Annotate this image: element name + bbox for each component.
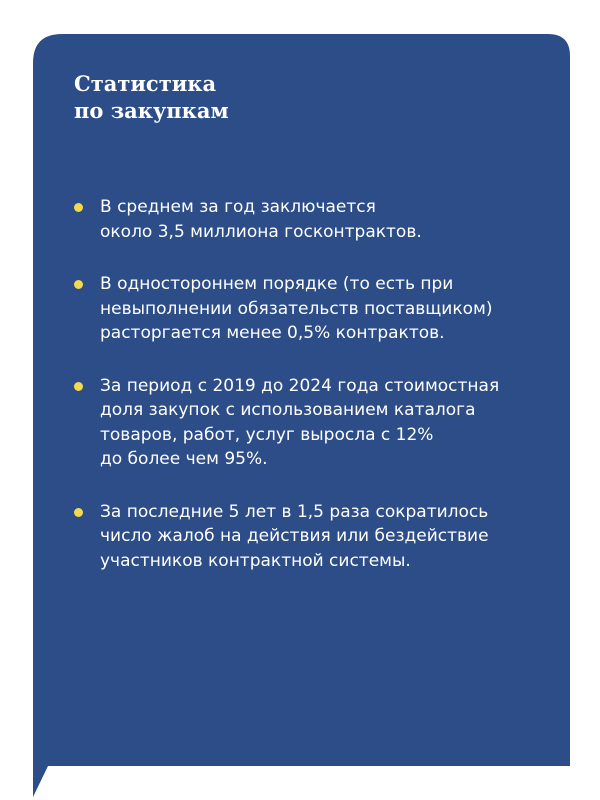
bullet-icon [74,280,83,289]
stat-text-line: число жалоб на действия или бездействие [100,526,489,546]
stat-item-complaints-reduction [74,500,564,574]
bullet-icon [74,508,83,517]
stat-item-catalog-share [74,374,564,472]
card-title-line-2: по закупкам [74,98,229,123]
stats-list [74,195,564,601]
bullet-icon [74,203,83,212]
stat-text-line: За период с 2019 до 2024 года стоимостная [100,375,500,396]
stat-text-line: невыполнении обязательств поставщиком) [100,298,493,319]
stat-text-line: расторгается менее 0,5% контрактов. [100,323,445,343]
stat-text-line: около 3,5 миллиона госконтрактов. [100,221,422,242]
stat-text-line: В среднем за год заключается [100,197,376,217]
stat-text-line: участников контрактной системы. [100,550,411,571]
stat-item-unilateral-termination [74,272,564,346]
stat-text-line: За последние 5 лет в 1,5 раза сократилось [100,501,489,522]
card-content [74,70,564,571]
bullet-icon [74,382,83,391]
stat-item-contracts-per-year [74,195,564,244]
stat-text-line: товаров, работ, услуг выросла с 12% [100,424,434,445]
card-title-line-1: Статистика [74,71,217,96]
stat-text-line: до более чем 95%. [100,449,268,469]
card-title [74,70,564,124]
stat-text-line: В одностороннем порядке (то есть при [100,274,454,294]
stat-text-line: доля закупок с использованием каталога [100,400,476,420]
